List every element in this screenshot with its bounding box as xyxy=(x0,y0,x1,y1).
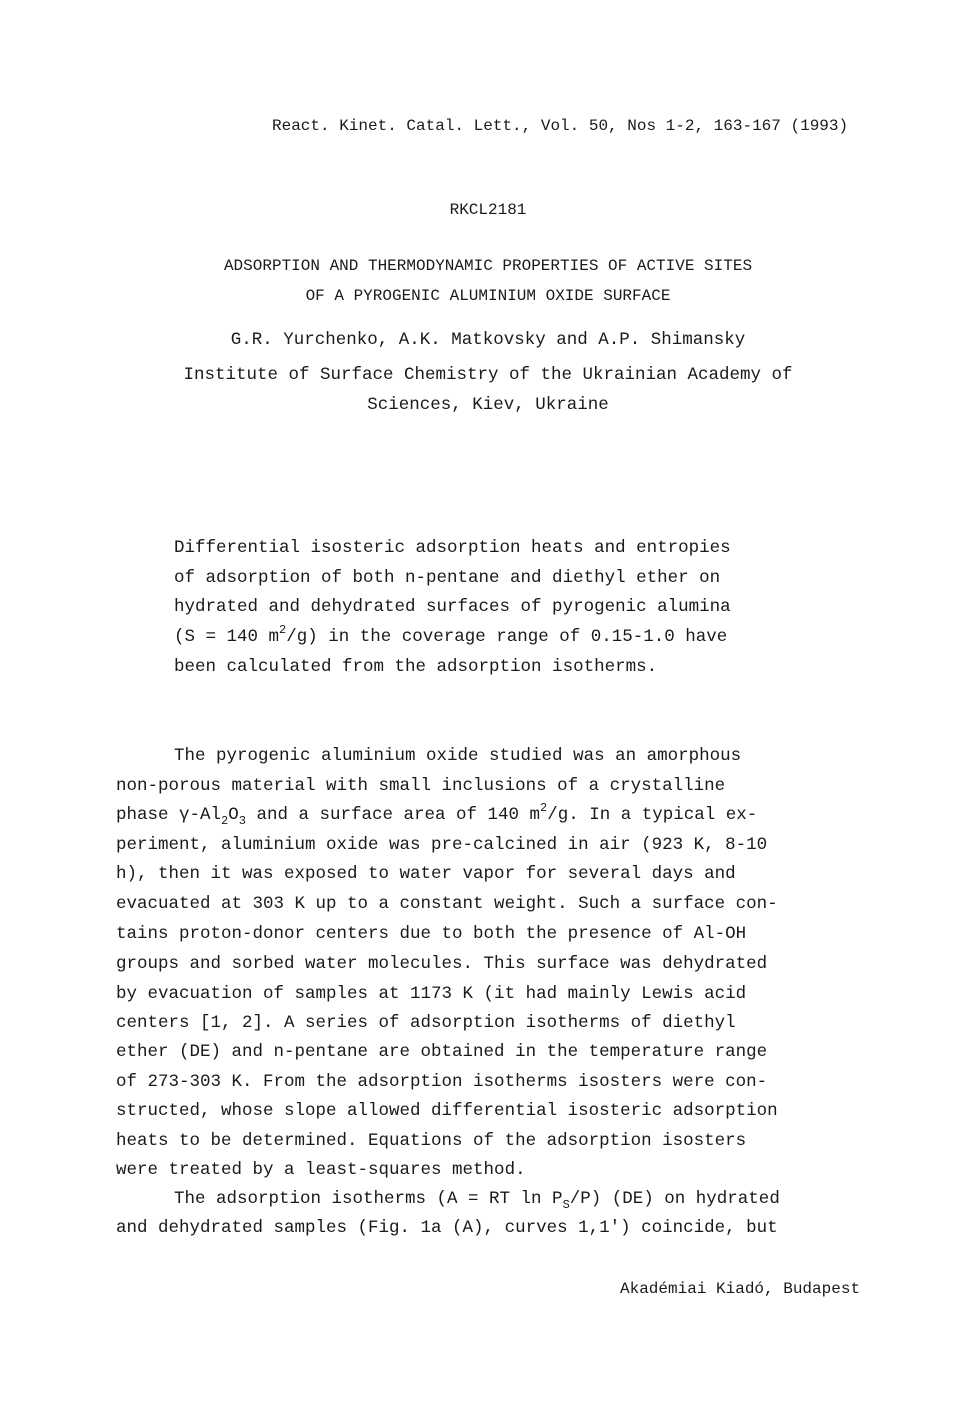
body-line: heats to be determined. Equations of the adsorption isosters xyxy=(116,1131,747,1151)
abstract-line: (S = 140 $m^2/g$) in the coverage range of 0.15-1.0 have xyxy=(174,623,728,647)
body-line: structed, whose slope allowed differential isosteric adsorption xyxy=(116,1101,778,1121)
authors: G.R. Yurchenko, A.K. Matkovsky and A.P. Shimansky xyxy=(230,330,746,350)
abstract-line: of adsorption of both n-pentane and diethyl ether on xyxy=(174,568,721,588)
body-line: ether (DE) and n-pentane are obtained in the temperature range xyxy=(116,1042,768,1062)
body-line: phase $\gamma-Al_2O_3$ and a surface area of 140 $m^2/g$. In a typical ex- xyxy=(116,801,758,828)
publisher: Akadémiai Kiadó, Budapest xyxy=(620,1280,861,1298)
title-line-2: OF A PYROGENIC ALUMINIUM OXIDE SURFACE xyxy=(305,287,671,305)
body-line: were treated by a least-squares method. xyxy=(116,1160,526,1180)
body-line: h), then it was exposed to water vapor for several days and xyxy=(116,864,736,884)
citation: React. Kinet. Catal. Lett., Vol. 50, Nos 1-2, 163-167 (1993) xyxy=(272,117,849,135)
body-line: centers [1, 2]. A series of adsorption isotherms of diethyl xyxy=(116,1013,736,1033)
body-line: tains proton-donor centers due to both the presence of Al-OH xyxy=(116,924,747,944)
abstract-line: Differential isosteric adsorption heats and entropies xyxy=(174,538,731,558)
body-line: evacuated at 303 K up to a constant weight. Such a surface con- xyxy=(116,894,778,914)
abstract-line: been calculated from the adsorption isotherms. xyxy=(174,657,658,677)
body-line: The adsorption isotherms (A = RT $\ln P_S/P$) (DE) on hydrated xyxy=(174,1189,780,1212)
affiliation-line-1: Institute of Surface Chemistry of the Ukrainian Academy of xyxy=(183,365,793,385)
body-line: and dehydrated samples (Fig. 1a (A), curves 1,1') coincide, but xyxy=(116,1218,778,1238)
body-line: periment, aluminium oxide was pre-calcined in air (923 K, 8-10 xyxy=(116,835,768,855)
body-line: non-porous material with small inclusions of a crystalline xyxy=(116,776,726,796)
body-line: groups and sorbed water molecules. This surface was dehydrated xyxy=(116,954,768,974)
body-line: of 273-303 K. From the adsorption isotherms isosters were con- xyxy=(116,1072,768,1092)
body-line: by evacuation of samples at 1173 K (it had mainly Lewis acid xyxy=(116,984,747,1004)
abstract-line: hydrated and dehydrated surfaces of pyrogenic alumina xyxy=(174,597,731,617)
article-code: RKCL2181 xyxy=(449,201,527,219)
affiliation-line-2: Sciences, Kiev, Ukraine xyxy=(367,395,609,415)
title-line-1: ADSORPTION AND THERMODYNAMIC PROPERTIES OF ACTIVE SITES xyxy=(223,257,753,275)
body-line: The pyrogenic aluminium oxide studied was an amorphous xyxy=(174,746,742,766)
